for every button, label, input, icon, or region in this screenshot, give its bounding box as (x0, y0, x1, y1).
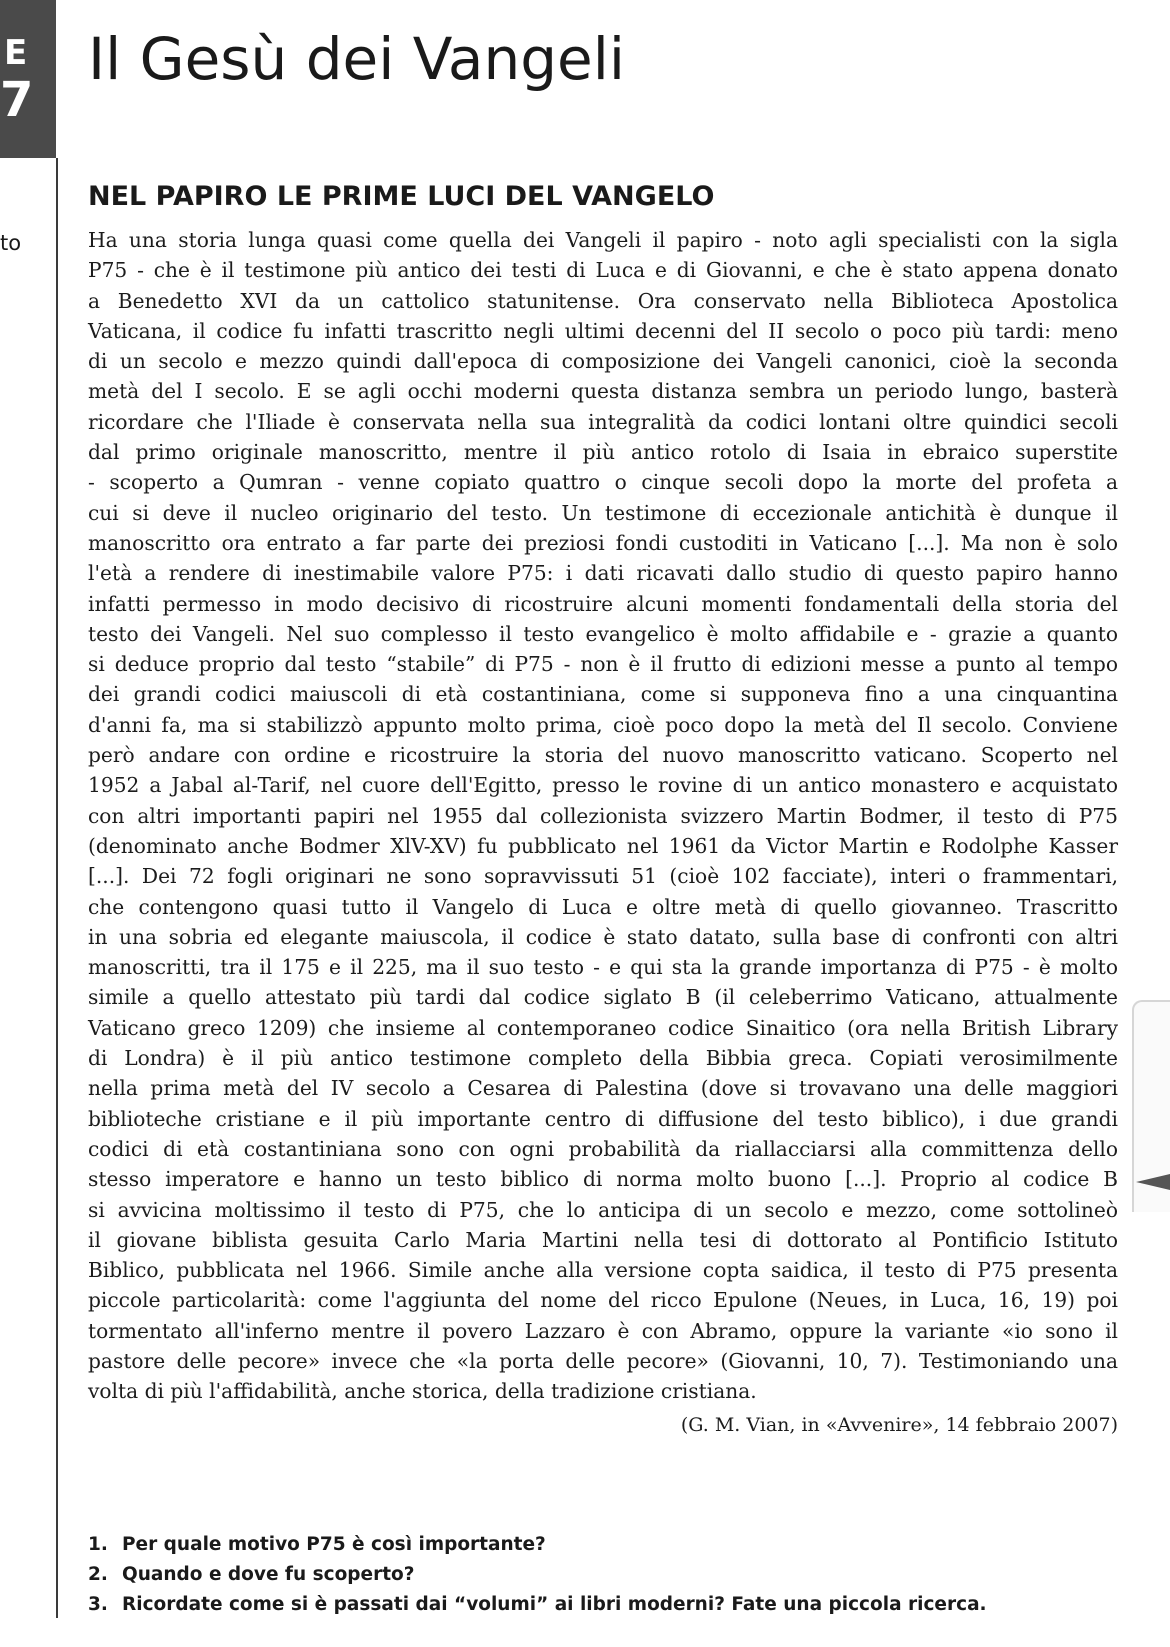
body-line: manoscritto ora entrato a far parte dei preziosi fondi custoditi in Vaticano [...]. Ma non è solo (88, 530, 1118, 555)
question-item (88, 1590, 987, 1620)
chapter-tab (0, 0, 56, 158)
body-line: Vaticana, il codice fu infatti trascritto negli ultimi decenni del II secolo o poco più tardi: meno (88, 318, 1118, 343)
bookmark-marker-icon (1136, 1174, 1170, 1190)
body-line: d'anni fa, ma si stabilizzò appunto molto prima, cioè poco dopo la metà del Il secolo. Conviene (88, 712, 1118, 737)
question-item (88, 1530, 987, 1560)
body-line: 1952 a Jabal al-Tarif, nel cuore dell'Egitto, presso le rovine di un antico monastero e acquistato (88, 773, 1118, 798)
question-list (88, 1530, 987, 1620)
page-title: Il Gesù dei Vangeli (88, 25, 625, 93)
body-line: in una sobria ed elegante maiuscola, il codice è stato datato, sulla base di confronti con altri (88, 924, 1118, 949)
body-line: codici di età costantiniana sono con ogni probabilità da riallacciarsi alla committenza dello (88, 1136, 1118, 1161)
body-line: a Benedetto XVI da un cattolico statunitense. Ora conservato nella Biblioteca Apostolica (88, 288, 1118, 313)
margin-rule (56, 158, 58, 1618)
body-line: nella prima metà del IV secolo a Cesarea di Palestina (dove si trovavano una delle maggiori (88, 1076, 1118, 1101)
question-text: Per quale motivo P75 è così importante? (122, 1534, 546, 1555)
body-line: l'età a rendere di inestimabile valore P75: i dati ricavati dallo studio di questo papiro hanno (88, 561, 1118, 586)
section-heading: NEL PAPIRO LE PRIME LUCI DEL VANGELO (88, 181, 715, 212)
body-line: che contengono quasi tutto il Vangelo di Luca e oltre metà di quello giovanneo. Trascritto (88, 894, 1118, 919)
body-line: però andare con ordine e ricostruire la storia del nuovo manoscritto vaticano. Scoperto nel (88, 743, 1118, 768)
body-line: il giovane biblista gesuita Carlo Maria Martini nella tesi di dottorato al Pontificio Istituto (88, 1227, 1118, 1252)
chapter-number: 7 (0, 72, 34, 128)
body-line: Vaticano greco 1209) che insieme al contemporaneo codice Sinaitico (ora nella British Library (88, 1015, 1118, 1040)
page-fold-edge (1132, 1000, 1170, 1212)
article-citation: (G. M. Vian, in «Avvenire», 14 febbraio 2007) (680, 1414, 1118, 1436)
body-line: volta di più l'affidabilità, anche storica, della tradizione cristiana. (88, 1379, 757, 1404)
body-line: dal primo originale manoscritto, mentre il più antico rotolo di Isaia in ebraico superstite (88, 440, 1118, 465)
article-body (88, 225, 1118, 1407)
body-line: Biblico, pubblicata nel 1966. Simile anche alla versione copta saidica, il testo di P75 presenta (88, 1258, 1118, 1283)
body-line: (denominato anche Bodmer XlV-XV) fu pubblicato nel 1961 da Victor Martin e Rodolphe Kasser (88, 833, 1118, 858)
body-line: [...]. Dei 72 fogli originari ne sono sopravvissuti 51 (cioè 102 facciate), interi o frammentari, (88, 864, 1118, 889)
body-line: piccole particolarità: come l'aggiunta del nome del ricco Epulone (Neues, in Luca, 16, 19) poi (88, 1288, 1118, 1313)
body-line: Ha una storia lunga quasi come quella dei Vangeli il papiro - noto agli specialisti con la sigla (88, 228, 1118, 252)
question-text: Ricordate come si è passati dai “volumi” ai libri moderni? Fate una piccola ricerca. (122, 1594, 987, 1615)
body-line: testo dei Vangeli. Nel suo complesso il testo evangelico è molto affidabile e - grazie a quanto (88, 621, 1118, 646)
body-line: biblioteche cristiane e il più importante centro di diffusione del testo biblico), i due grandi (88, 1106, 1118, 1131)
body-line: metà del I secolo. E se agli occhi moderni questa distanza sembra un periodo lungo, basterà (88, 379, 1118, 404)
body-line: infatti permesso in modo decisivo di ricostruire alcuni momenti fondamentali della storia del (88, 591, 1118, 616)
body-line: ricordare che l'Iliade è conservata nella sua integralità da codici lontani oltre quindici secoli (88, 409, 1118, 434)
margin-word-fragment: to (0, 231, 22, 255)
question-text: Quando e dove fu scoperto? (122, 1564, 415, 1585)
body-line: si deduce proprio dal testo “stabile” di P75 - non è il frutto di edizioni messe a punto al tempo (88, 652, 1118, 677)
body-line: manoscritti, tra il 175 e il 225, ma il suo testo - e qui sta la grande importanza di P75 - è molto (88, 955, 1118, 980)
body-line: P75 - che è il testimone più antico dei testi di Luca e di Giovanni, e che è stato appena donato (88, 258, 1118, 283)
question-number: 2. (88, 1564, 108, 1585)
chapter-letter: E (4, 33, 28, 73)
body-line: stesso imperatore e hanno un testo biblico di norma molto buono [...]. Proprio al codice B (88, 1167, 1118, 1192)
body-line: di Londra) è il più antico testimone completo della Bibbia greca. Copiati verosimilmente (88, 1046, 1118, 1071)
body-line: pastore delle pecore» invece che «la porta delle pecore» (Giovanni, 10, 7). Testimoniando una (88, 1348, 1118, 1373)
body-line: di un secolo e mezzo quindi dall'epoca di composizione dei Vangeli canonici, cioè la seconda (88, 349, 1118, 374)
question-item (88, 1560, 987, 1590)
body-line: con altri importanti papiri nel 1955 dal collezionista svizzero Martin Bodmer, il testo di P75 (88, 803, 1118, 828)
question-number: 1. (88, 1534, 108, 1555)
body-line: si avvicina moltissimo il testo di P75, che lo anticipa di un secolo e mezzo, come sottolineò (88, 1197, 1118, 1222)
body-line: cui si deve il nucleo originario del testo. Un testimone di eccezionale antichità è dunque il (88, 500, 1118, 525)
body-line: tormentato all'inferno mentre il povero Lazzaro è con Abramo, oppure la variante «io sono il (88, 1318, 1118, 1343)
question-number: 3. (88, 1594, 108, 1615)
body-line: dei grandi codici maiuscoli di età costantiniana, come si supponeva fino a una cinquantina (88, 682, 1118, 707)
body-line: - scoperto a Qumran - venne copiato quattro o cinque secoli dopo la morte del profeta a (88, 470, 1118, 495)
body-line: simile a quello attestato più tardi dal codice siglato B (il celeberrimo Vaticano, attualmente (88, 985, 1118, 1010)
